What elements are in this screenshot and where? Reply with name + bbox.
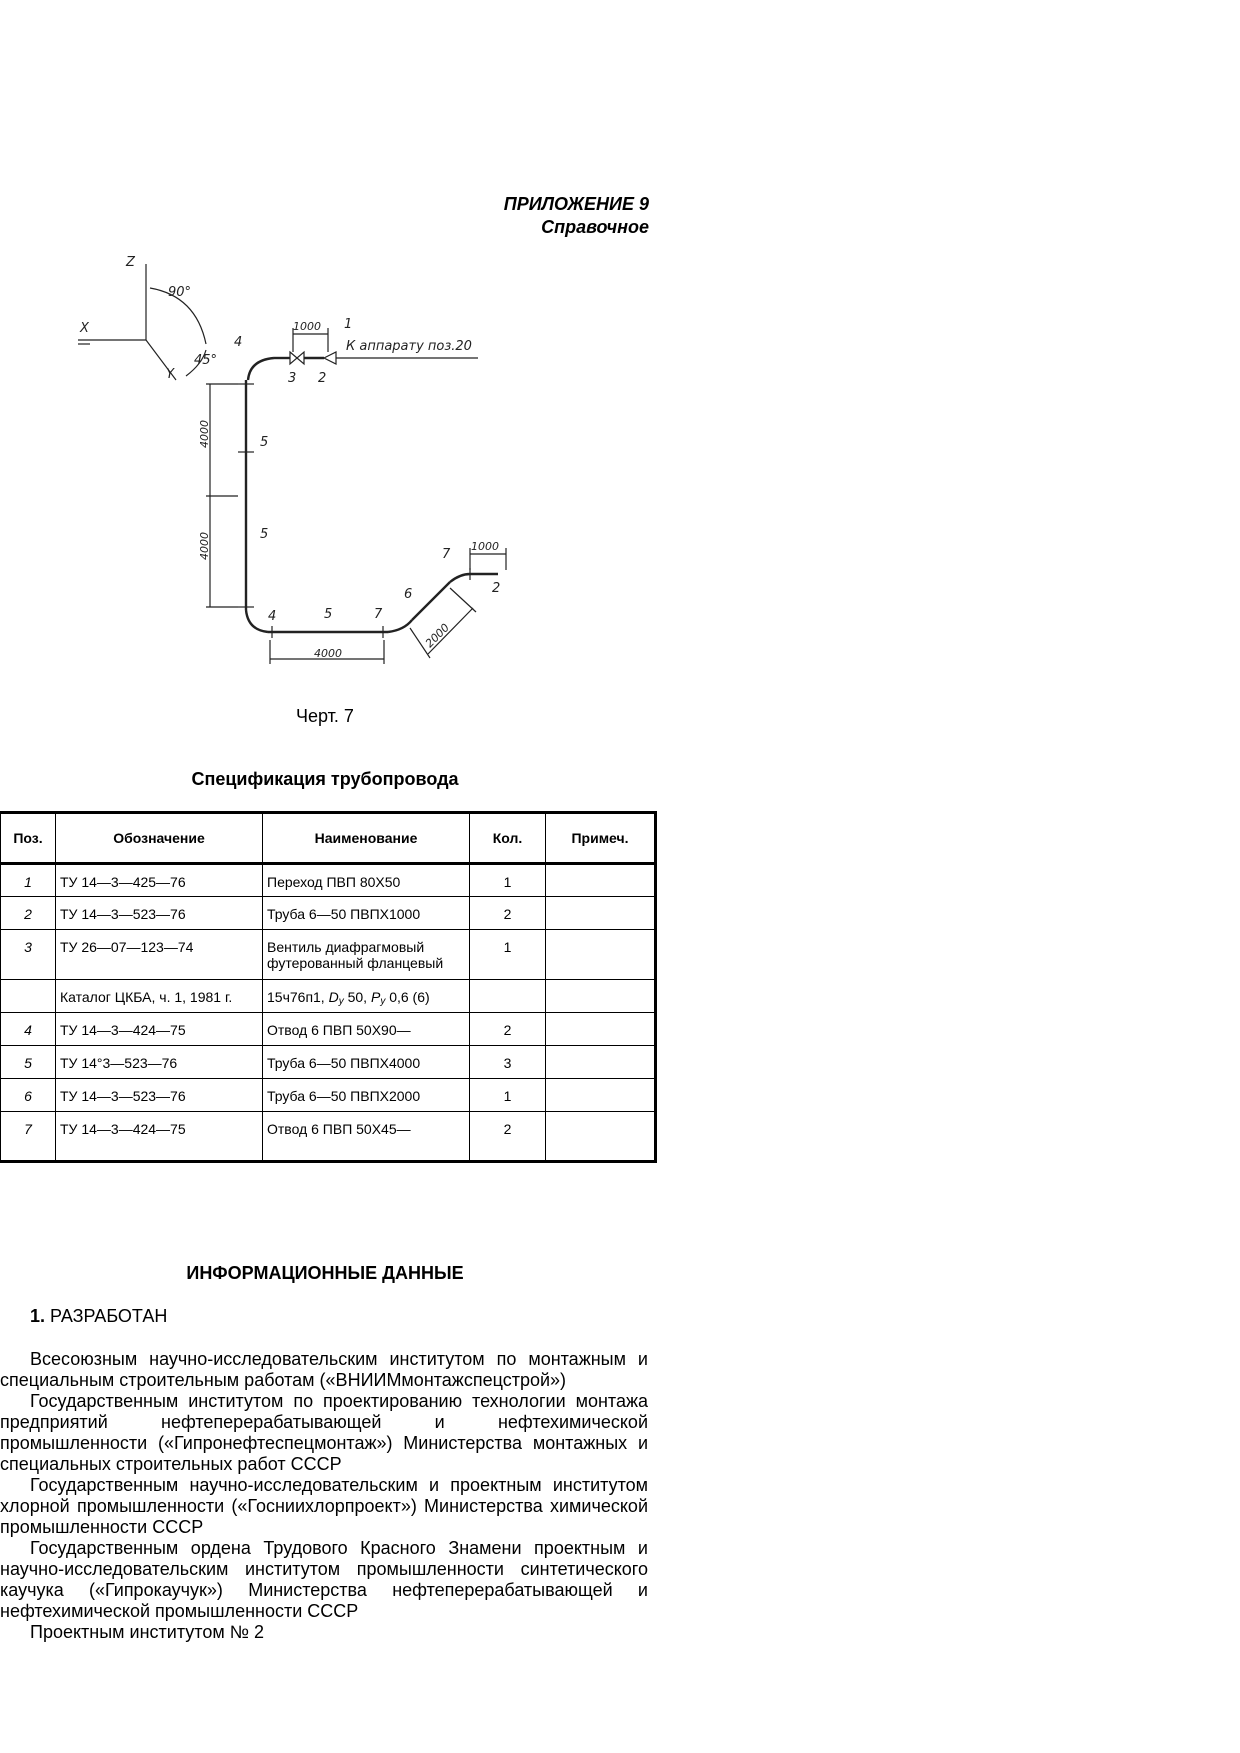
pos-6-label: 6: [404, 587, 413, 602]
table-row: [0, 897, 656, 930]
angle-45-label: 45°: [194, 353, 218, 368]
table-header-row: [0, 813, 656, 864]
info-title: ИНФОРМАЦИОННЫЕ ДАННЫЕ: [186, 1263, 464, 1283]
spec-title: Спецификация трубопровода: [191, 769, 459, 789]
cell-note: [546, 864, 656, 897]
cell-pos: 7: [0, 1112, 56, 1162]
name-post: 0,6 (6): [385, 989, 430, 1005]
header-pos: Поз.: [0, 813, 56, 864]
table-row: [0, 980, 656, 1013]
cell-qty: 2: [470, 897, 546, 930]
developer-paragraph: Проектным институтом № 2: [30, 1622, 265, 1642]
cell-note: [546, 1046, 656, 1079]
cell-pos: 2: [0, 897, 56, 930]
dim-4000-a-label: 4000: [198, 420, 211, 448]
cell-qty: 1: [470, 864, 546, 897]
header-note: Примеч.: [546, 813, 656, 864]
developer-paragraph: Государственным институтом по проектированию технологии монтажа предприятий нефтеперерабатывающей и нефтехимической промышленности («Гипронефтеспецмонтаж») Министерства монтажных и специальных строительных работ СССР: [0, 1391, 648, 1474]
developer-paragraph: Государственным научно-исследовательским и проектным институтом хлорной промышленности («Госниихлорпроект») Министерства химической промышленности СССР: [0, 1475, 648, 1537]
cell-name: Вентиль диафрагмовый футерованный фланцевый: [263, 930, 470, 980]
cell-code: ТУ 14—3—424—75: [56, 1013, 263, 1046]
cell-qty: [470, 980, 546, 1013]
cell-name: Переход ПВП 80Х50: [263, 864, 470, 897]
cell-name: Отвод 6 ПВП 50Х90—: [263, 1013, 470, 1046]
developer-paragraph: Всесоюзным научно-исследовательским институтом по монтажным и специальным строительным работам («ВНИИМмонтажспецстрой»): [0, 1349, 648, 1390]
cell-name: [263, 980, 470, 1013]
developer-paragraph: Государственным ордена Трудового Красного Знамени проектным и научно-исследовательским институтом промышленности синтетического каучука («Гипрокаучук») Министерства нефтеперерабатывающей и нефтехимической промышленности СССР: [0, 1538, 648, 1621]
cell-name: Труба 6—50 ПВПХ1000: [263, 897, 470, 930]
cell-qty: 1: [470, 930, 546, 980]
developers-list: [0, 1349, 648, 1643]
pos-5a-label: 5: [260, 435, 269, 450]
cell-note: [546, 1013, 656, 1046]
table-row: [0, 1112, 656, 1162]
cell-code: ТУ 14°3—523—76: [56, 1046, 263, 1079]
dim-2000-label: 2000: [422, 621, 452, 651]
cell-name: Труба 6—50 ПВПХ2000: [263, 1079, 470, 1112]
cell-name: Отвод 6 ПВП 50Х45—: [263, 1112, 470, 1162]
cell-note: [546, 980, 656, 1013]
pipeline-drawing: [78, 252, 568, 682]
cell-pos: [0, 980, 56, 1013]
item-label: РАЗРАБОТАН: [50, 1306, 168, 1326]
cell-qty: 1: [470, 1079, 546, 1112]
appendix-number: ПРИЛОЖЕНИЕ 9: [503, 194, 649, 214]
table-row: [0, 864, 656, 897]
cell-note: [546, 930, 656, 980]
pos-4b-label: 4: [268, 609, 277, 624]
dim-1000-top-label: 1000: [293, 320, 321, 333]
dim-4000-b-label: 4000: [198, 532, 211, 560]
appendix-kind: Справочное: [541, 217, 649, 237]
table-row: [0, 1046, 656, 1079]
pos-2a-label: 2: [318, 371, 327, 386]
cell-qty: 3: [470, 1046, 546, 1079]
header-code: Обозначение: [56, 813, 263, 864]
note-label: К аппарату поз.20: [346, 339, 472, 354]
cell-note: [546, 897, 656, 930]
pos-4a-label: 4: [234, 335, 243, 350]
axis-y-label: Y: [166, 367, 174, 382]
cell-code: ТУ 14—3—425—76: [56, 864, 263, 897]
cell-code: ТУ 26—07—123—74: [56, 930, 263, 980]
axis-x-label: X: [80, 321, 89, 336]
item-number: 1.: [30, 1306, 46, 1326]
name-mid: 50,: [343, 989, 371, 1005]
table-row: [0, 1079, 656, 1112]
cell-qty: 2: [470, 1112, 546, 1162]
cell-pos: 4: [0, 1013, 56, 1046]
cell-name: Труба 6—50 ПВПХ4000: [263, 1046, 470, 1079]
pos-1-label: 1: [344, 317, 353, 332]
dim-4000-bottom-label: 4000: [314, 647, 342, 660]
name-p: P: [370, 989, 381, 1005]
pos-7b-label: 7: [442, 547, 451, 562]
drawing-caption: Черт. 7: [296, 706, 354, 726]
name-prefix: 15ч76п1,: [267, 989, 329, 1005]
angle-90-label: 90°: [168, 285, 192, 300]
pos-3-label: 3: [288, 371, 297, 386]
developed-item: [30, 1306, 167, 1327]
cell-note: [546, 1112, 656, 1162]
dim-1000-right-label: 1000: [471, 540, 499, 553]
pos-7a-label: 7: [374, 607, 383, 622]
name-p-sub: y: [380, 996, 386, 1007]
cell-pos: 1: [0, 864, 56, 897]
cell-code: ТУ 14—3—424—75: [56, 1112, 263, 1162]
pos-5c-label: 5: [324, 607, 333, 622]
cell-code: ТУ 14—3—523—76: [56, 1079, 263, 1112]
name-d-sub: y: [338, 996, 344, 1007]
cell-qty: 2: [470, 1013, 546, 1046]
cell-code: Каталог ЦКБА, ч. 1, 1981 г.: [56, 980, 263, 1013]
header-name: Наименование: [263, 813, 470, 864]
cell-pos: 6: [0, 1079, 56, 1112]
cell-code: ТУ 14—3—523—76: [56, 897, 263, 930]
spec-table: [0, 811, 657, 1163]
cell-pos: 3: [0, 930, 56, 980]
axis-z-label: Z: [126, 255, 135, 270]
table-row: [0, 1013, 656, 1046]
cell-note: [546, 1079, 656, 1112]
header-qty: Кол.: [470, 813, 546, 864]
pos-5b-label: 5: [260, 527, 269, 542]
appendix-header: [504, 193, 649, 239]
cell-pos: 5: [0, 1046, 56, 1079]
table-row: [0, 930, 656, 980]
name-d: D: [328, 989, 339, 1005]
pos-2b-label: 2: [492, 581, 501, 596]
